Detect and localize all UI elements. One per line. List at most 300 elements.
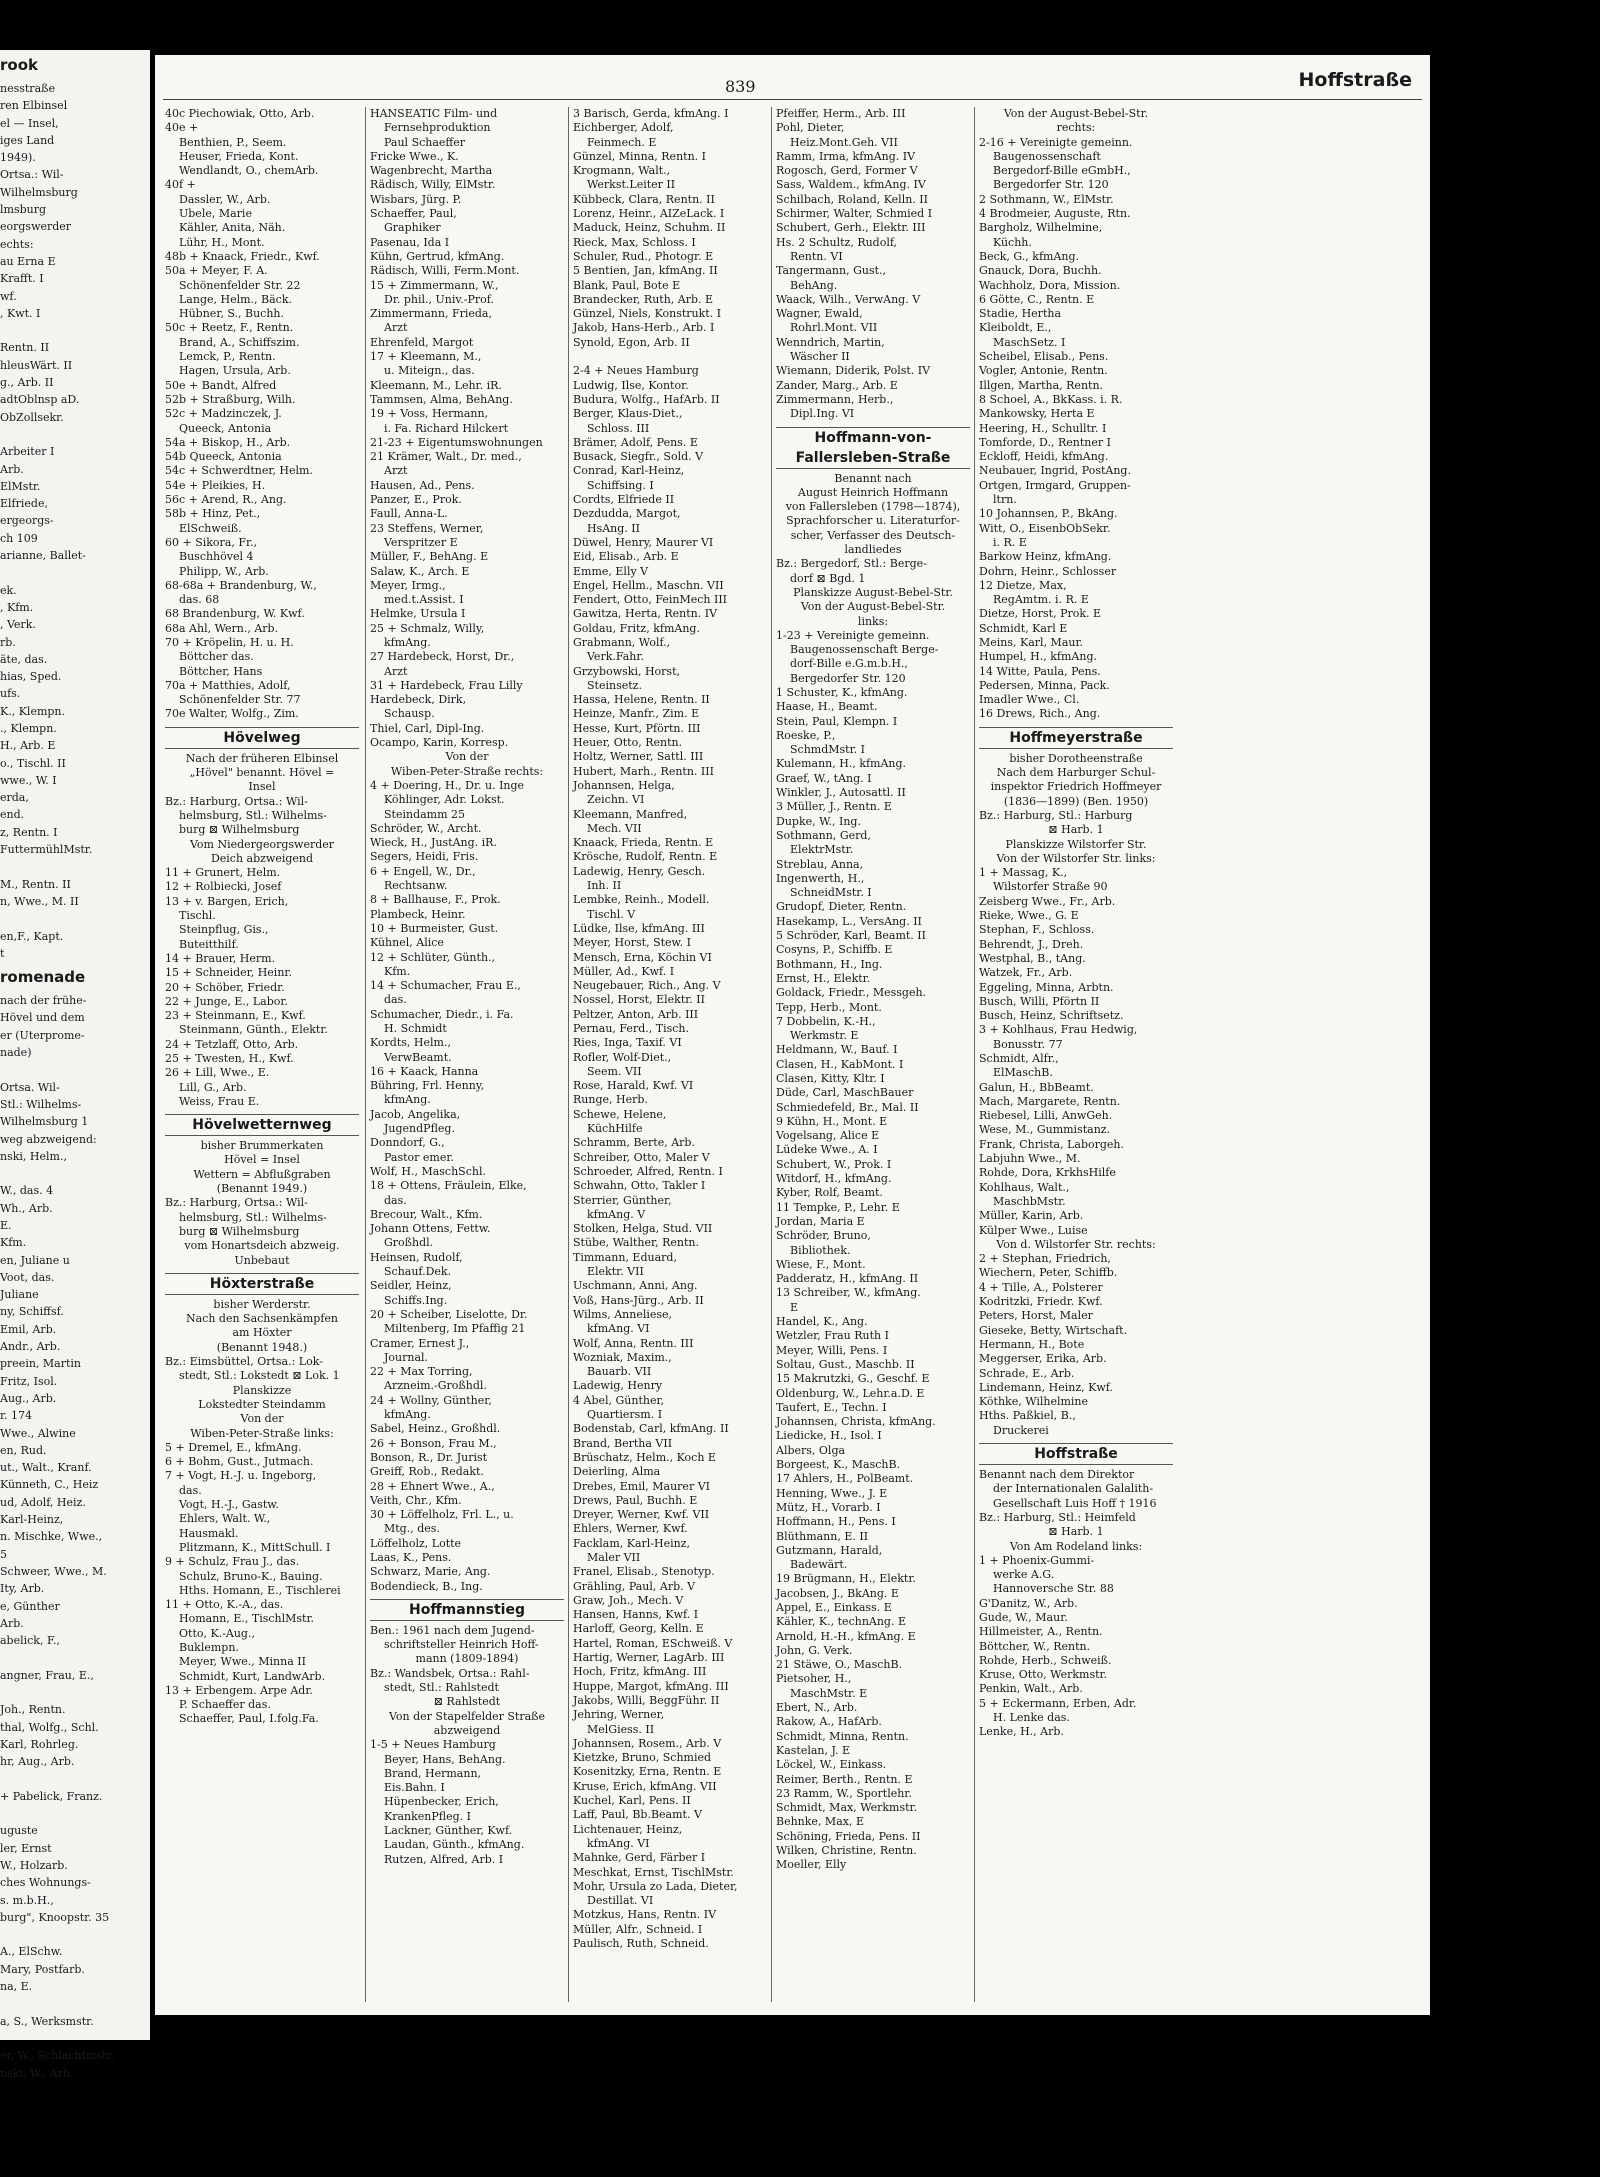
entry-line: der Internationalen Galalith-: [993, 1482, 1154, 1496]
entry-line: dorf ⊠ Bgd. 1: [790, 571, 866, 585]
entry-line: Schmidt, Kurt, LandwArb.: [179, 1669, 326, 1683]
entry-line: Barkow Heinz, kfmAng.: [979, 550, 1112, 564]
entry-line: Labjuhn Wwe., M.: [979, 1152, 1081, 1166]
entry-line: Wh., Arb.: [0, 1201, 53, 1215]
entry-line: Wiese, F., Mont.: [776, 1257, 866, 1271]
entry-line: vom Honartsdeich abzweig.: [184, 1239, 340, 1253]
entry-line: Jordan, Maria E: [776, 1214, 865, 1228]
entry-line: Blank, Paul, Bote E: [573, 278, 681, 292]
entry-line: Heuser, Frieda, Kont.: [179, 149, 299, 163]
entry-line: Dassler, W., Arb.: [179, 192, 271, 206]
entry-line: das.: [384, 1193, 407, 1207]
entry-line: Rohrl.Mont. VII: [790, 321, 878, 335]
entry-line: Wagenbrecht, Martha: [370, 164, 493, 178]
entry-line: ler, Ernst: [0, 1841, 52, 1855]
entry-line: Kruse, Erich, kfmAng. VII: [573, 1779, 717, 1793]
entry-line: Schmidt, Minna, Rentn.: [776, 1729, 909, 1743]
entry-line: , Verk.: [0, 618, 36, 632]
entry-line: ElMstr.: [0, 479, 41, 493]
entry-line: RegAmtm. i. R. E: [993, 593, 1089, 607]
entry-line: 27 Hardebeck, Horst, Dr.,: [370, 650, 515, 664]
entry-line: Dezdudda, Margot,: [573, 507, 681, 521]
entry-line: Watzek, Fr., Arb.: [979, 966, 1073, 980]
entry-line: i. Fa. Richard Hilckert: [384, 421, 508, 435]
entry-line: Brand, Hermann,: [384, 1766, 482, 1780]
entry-line: Düwel, Henry, Maurer VI: [573, 535, 714, 549]
entry-line: Böttcher, W., Rentn.: [979, 1639, 1091, 1653]
entry-line: er (Uterprome-: [0, 1028, 85, 1042]
entry-line: Behnke, Max, E: [776, 1815, 864, 1829]
entry-line: Bergedorfer Str. 120: [790, 671, 906, 685]
entry-line: Bargholz, Wilhelmine,: [979, 221, 1103, 235]
entry-line: Bergedorfer Str. 120: [993, 178, 1109, 192]
entry-line: Buschhövel 4: [179, 550, 254, 564]
entry-line: Wolf, Anna, Rentn. III: [573, 1336, 694, 1350]
column-divider: [568, 107, 569, 2002]
entry-line: Eis.Bahn. I: [384, 1781, 445, 1795]
entry-line: 2 Sothmann, W., ElMstr.: [979, 192, 1114, 206]
entry-line: helmsburg, Stl.: Wilhelms-: [179, 808, 327, 822]
entry-line: Graphiker: [384, 221, 441, 235]
entry-line: kfmAng.: [384, 1093, 431, 1107]
entry-line: [0, 2030, 150, 2047]
entry-line: Ity, Arb.: [0, 1582, 45, 1596]
entry-line: VerwBeamt.: [384, 1050, 452, 1064]
entry-line: [0, 1771, 150, 1788]
entry-line: Lackner, Günther, Kwf.: [384, 1824, 513, 1838]
entry-line: Dupke, W., Ing.: [776, 814, 861, 828]
entry-line: Liedicke, H., Isol. I: [776, 1429, 882, 1443]
entry-line: Lühr, H., Mont.: [179, 235, 265, 249]
entry-line: ltrn.: [993, 493, 1017, 507]
entry-line: Witdorf, H., kfmAng.: [776, 1172, 892, 1186]
entry-line: Scheibel, Elisab., Pens.: [979, 350, 1109, 364]
entry-line: Ebert, N., Arb.: [776, 1701, 858, 1715]
entry-line: Nach der früheren Elbinsel: [185, 751, 339, 765]
entry-line: 70a + Matthies, Adolf,: [165, 678, 291, 692]
entry-line: Kübbeck, Clara, Rentn. II: [573, 192, 715, 206]
entry-line: Riebesel, Lilli, AnwGeh.: [979, 1109, 1113, 1123]
entry-line: 68 Brandenburg, W. Kwf.: [165, 607, 305, 621]
entry-line: 6 + Bohm, Gust., Jutmach.: [165, 1455, 314, 1469]
entry-line: Hassa, Helene, Rentn. II: [573, 693, 710, 707]
entry-line: hleusWärt. II: [0, 358, 73, 372]
entry-line: Arb.: [0, 1616, 24, 1630]
entry-line: thal, Wolfg., Schl.: [0, 1720, 99, 1734]
entry-line: Schauf.Dek.: [384, 1265, 452, 1279]
entry-line: Kyber, Rolf, Beamt.: [776, 1186, 883, 1200]
entry-line: Zimmermann, Frieda,: [370, 307, 492, 321]
entry-line: 40e +: [165, 121, 199, 135]
street-heading: Hoffmann-von-Fallersleben-Straße: [776, 427, 970, 469]
entry-line: Andr., Arb.: [0, 1340, 61, 1354]
entry-line: Donndorf, G.,: [370, 1136, 445, 1150]
column-4: [776, 107, 970, 1873]
entry-line: Nach den Sachsenkämpfen: [186, 1312, 338, 1326]
entry-line: nski, W., Arb.: [0, 2066, 74, 2080]
entry-line: Rädisch, Willy, ElMstr.: [370, 178, 496, 192]
entry-line: ElSchweiß.: [179, 521, 242, 535]
entry-line: Zeichn. VI: [587, 793, 645, 807]
entry-line: Neubauer, Ingrid, PostAng.: [979, 464, 1131, 478]
entry-line: Wilken, Christine, Rentn.: [776, 1844, 917, 1858]
entry-line: Hövel und dem: [0, 1011, 85, 1025]
entry-line: Padderatz, H., kfmAng. II: [776, 1272, 919, 1286]
entry-line: Schirmer, Walter, Schmied I: [776, 207, 933, 221]
entry-line: Ludwig, Ilse, Kontor.: [573, 378, 689, 392]
entry-line: Mohr, Ursula zo Lada, Dieter,: [573, 1879, 738, 1893]
entry-line: Schweer, Wwe., M.: [0, 1564, 107, 1578]
entry-line: Heering, H., Schulltr. I: [979, 421, 1107, 435]
entry-line: Jacobsen, J., BkAng. E: [776, 1586, 899, 1600]
entry-line: Schröder, W., Archt.: [370, 821, 482, 835]
entry-line: Peltzer, Anton, Arb. III: [573, 1007, 699, 1021]
entry-line: Schroeder, Alfred, Rentn. I: [573, 1164, 723, 1178]
street-heading: Höxterstraße: [165, 1273, 359, 1295]
street-heading: Hoffmannstieg: [370, 1599, 564, 1621]
entry-line: Eichberger, Adolf,: [573, 121, 674, 135]
entry-line: Fritz, Isol.: [0, 1374, 58, 1388]
entry-line: ⊠ Rahlstedt: [433, 1695, 501, 1709]
entry-line: Segers, Heidi, Fris.: [370, 850, 479, 864]
entry-line: Kordts, Helm.,: [370, 1036, 451, 1050]
entry-line: HsAng. II: [587, 521, 640, 535]
entry-line: SchneidMstr. I: [790, 886, 872, 900]
entry-line: Mach, Margarete, Rentn.: [979, 1094, 1121, 1108]
entry-line: Druckerei: [993, 1423, 1049, 1437]
entry-line: Müller, Alfr., Schneid. I: [573, 1922, 703, 1936]
entry-line: Steinpflug, Gis.,: [179, 923, 269, 937]
entry-line: 22 + Max Torring,: [370, 1365, 473, 1379]
entry-line: 60 + Sikora, Fr.,: [165, 535, 258, 549]
entry-line: (Benannt 1948.): [216, 1340, 308, 1354]
entry-line: Hs. 2 Schultz, Rudolf,: [776, 235, 898, 249]
entry-line: 3 + Kohlhaus, Frau Hedwig,: [979, 1023, 1138, 1037]
entry-line: „Hövel" benannt. Hövel =: [189, 766, 335, 780]
entry-line: Müller, F., BehAng. E: [370, 550, 489, 564]
entry-line: kfmAng.: [384, 1408, 431, 1422]
entry-line: Stolken, Helga, Stud. VII: [573, 1222, 713, 1236]
entry-line: i. R. E: [993, 535, 1027, 549]
entry-line: Tomforde, D., Rentner I: [979, 435, 1111, 449]
entry-line: 25 + Twesten, H., Kwf.: [165, 1052, 294, 1065]
street-heading: Hövelweg: [165, 727, 359, 749]
entry-line: Nach dem Harburger Schul-: [996, 766, 1156, 780]
entry-line: Insel: [248, 780, 276, 794]
entry-line: angner, Frau, E.,: [0, 1668, 94, 1682]
entry-line: Fricke Wwe., K.: [370, 149, 459, 163]
entry-line: Düde, Carl, MaschBauer: [776, 1086, 914, 1100]
entry-line: Benannt nach: [834, 471, 912, 485]
entry-line: en,F., Kapt.: [0, 929, 64, 943]
entry-line: scher, Verfasser des Deutsch-: [790, 528, 956, 542]
entry-line: Verk.Fahr.: [587, 650, 644, 664]
entry-line: Hausmakl.: [179, 1526, 239, 1540]
entry-line: Gnauck, Dora, Buchh.: [979, 264, 1102, 278]
entry-line: Steindamm 25: [384, 807, 466, 821]
entry-line: Schaeffer, Paul,: [370, 207, 457, 221]
entry-line: stedt, Stl.: Lokstedt ⊠ Lok. 1: [179, 1369, 340, 1383]
entry-line: Kleemann, M., Lehr. iR.: [370, 378, 502, 392]
entry-line: Heinsen, Rudolf,: [370, 1250, 463, 1264]
entry-line: Berger, Klaus-Diet.,: [573, 407, 683, 421]
entry-line: Beck, G., kfmAng.: [979, 249, 1080, 263]
column-3: [573, 107, 767, 1951]
entry-line: Gutzmann, Harald,: [776, 1543, 883, 1557]
entry-line: Graw, Joh., Mech. V: [573, 1593, 684, 1607]
entry-line: stedt, Stl.: Rahlstedt: [384, 1681, 499, 1695]
entry-line: Hübner, S., Buchh.: [179, 307, 284, 321]
entry-line: Arzt: [384, 464, 408, 478]
entry-line: burg ⊠ Wilhelmsburg: [179, 1224, 300, 1238]
entry-line: Seidler, Heinz,: [370, 1279, 452, 1293]
entry-line: Otto, K.-Aug.,: [179, 1626, 255, 1640]
entry-line: + Pabelick, Franz.: [0, 1789, 103, 1803]
entry-line: Kühn, Gertrud, kfmAng.: [370, 249, 505, 263]
entry-line: Zeisberg Wwe., Fr., Arb.: [979, 894, 1116, 908]
entry-line: links:: [857, 614, 889, 628]
entry-line: Conrad, Karl-Heinz,: [573, 464, 685, 478]
entry-line: en, Rud.: [0, 1443, 47, 1457]
entry-line: Ortsa. Wil-: [0, 1080, 60, 1094]
entry-line: hias, Sped.: [0, 670, 62, 684]
entry-line: Bz.: Harburg, Stl.: Harburg: [979, 808, 1133, 822]
entry-line: med.t.Assist. I: [384, 593, 464, 607]
entry-line: Tepp, Herb., Mont.: [776, 1000, 882, 1014]
entry-line: Wozniak, Maxim.,: [573, 1350, 672, 1364]
entry-line: 22 + Junge, E., Labor.: [165, 994, 288, 1008]
entry-line: Kfm.: [0, 1236, 27, 1250]
entry-line: lmsburg: [0, 203, 47, 217]
entry-line: Günzel, Minna, Rentn. I: [573, 149, 706, 163]
entry-line: Johannsen, Helga,: [573, 778, 675, 792]
entry-line: Meyer, Horst, Stew. I: [573, 936, 691, 950]
entry-line: Rogosch, Gerd, Former V: [776, 164, 918, 178]
entry-line: Kleiboldt, E.,: [979, 321, 1052, 335]
entry-line: Arzt: [384, 321, 408, 335]
entry-line: 5: [0, 1547, 7, 1561]
entry-line: Handel, K., Ang.: [776, 1315, 868, 1329]
entry-line: Schulz, Bruno-K., Bauing.: [179, 1569, 323, 1583]
entry-line: Wagner, Ewald,: [776, 307, 863, 321]
entry-line: Vom Niedergeorgswerder: [189, 837, 335, 851]
entry-line: Ben.: 1961 nach dem Jugend-: [370, 1623, 535, 1637]
entry-line: Bz.: Wandsbek, Ortsa.: Rahl-: [370, 1666, 530, 1680]
entry-line: Schramm, Berte, Arb.: [573, 1136, 695, 1150]
entry-line: am Höxter: [232, 1326, 292, 1340]
entry-line: bisher Werderstr.: [213, 1297, 311, 1311]
entry-line: Waack, Wilh., VerwAng. V: [776, 292, 921, 306]
entry-line: Westphal, B., tAng.: [979, 951, 1086, 965]
entry-line: 54e + Pleikies, H.: [165, 478, 266, 492]
entry-line: Dipl.Ing. VI: [790, 407, 855, 421]
entry-line: 1949).: [0, 151, 36, 165]
entry-line: Bonusstr. 77: [993, 1037, 1063, 1051]
entry-line: A., ElSchw.: [0, 1945, 63, 1959]
entry-line: rechts:: [1056, 121, 1096, 135]
entry-line: Emme, Elly V: [573, 564, 649, 578]
entry-line: Haase, H., Beamt.: [776, 700, 878, 714]
entry-line: r. 174: [0, 1409, 33, 1423]
entry-line: Wolf, H., MaschSchl.: [370, 1164, 486, 1178]
entry-line: [0, 1926, 150, 1943]
entry-line: nach der frühe-: [0, 994, 87, 1008]
entry-line: Elfriede,: [0, 497, 48, 511]
entry-line: Wilhelmsburg: [0, 185, 78, 199]
entry-line: 23 + Steinmann, E., Kwf.: [165, 1009, 306, 1023]
entry-line: Borgeest, K., MaschB.: [776, 1458, 901, 1472]
entry-line: Grähling, Paul, Arb. V: [573, 1579, 696, 1593]
entry-line: Harloff, Georg, Kelln. E: [573, 1622, 704, 1636]
entry-line: rb.: [0, 635, 16, 649]
entry-line: 14 Witte, Paula, Pens.: [979, 664, 1101, 678]
entry-line: 7 Dobbelin, K.-H.,: [776, 1014, 876, 1028]
entry-line: Zimmermann, Herb.,: [776, 392, 894, 406]
entry-line: Taufert, E., Techn. I: [776, 1400, 887, 1414]
entry-line: Appel, E., Einkass. E: [776, 1600, 892, 1614]
entry-line: Schmidt, Karl E: [979, 621, 1068, 635]
entry-line: Ladewig, Henry, Gesch.: [573, 864, 706, 878]
entry-line: 11 + Grunert, Helm.: [165, 866, 281, 880]
entry-line: 40c Piechowiak, Otto, Arb.: [165, 107, 315, 120]
entry-line: W., Holzarb.: [0, 1858, 68, 1872]
entry-line: Beyer, Hans, BehAng.: [384, 1752, 506, 1766]
entry-line: Schreiber, Otto, Maler V: [573, 1150, 710, 1164]
entry-line: Bonson, R., Dr. Jurist: [370, 1450, 488, 1464]
entry-line: Vogelsang, Alice E: [776, 1129, 880, 1143]
entry-line: Lembke, Reinh., Modell.: [573, 893, 710, 907]
entry-line: Bz.: Harburg, Stl.: Heimfeld: [979, 1510, 1136, 1524]
entry-line: Ries, Inga, Taxif. VI: [573, 1036, 682, 1050]
entry-line: Von der: [445, 750, 489, 764]
entry-line: 11 + Otto, K.-A., das.: [165, 1598, 284, 1612]
entry-line: 19 Brügmann, H., Elektr.: [776, 1572, 916, 1586]
entry-line: Dreyer, Werner, Kwf. VII: [573, 1508, 710, 1522]
column-divider: [771, 107, 772, 2002]
entry-line: Schiffsing. I: [587, 478, 654, 492]
entry-line: 3 Barisch, Gerda, kfmAng. I: [573, 107, 729, 120]
facing-page-fragment: [0, 50, 150, 2080]
entry-line: Eggeling, Minna, Arbtn.: [979, 980, 1114, 994]
entry-line: Kohlhaus, Walt.,: [979, 1180, 1070, 1194]
entry-line: 1 + Massag, K.,: [979, 866, 1068, 880]
entry-line: erda,: [0, 791, 29, 805]
entry-line: Rieke, Wwe., G. E: [979, 909, 1079, 923]
entry-line: Mankowsky, Herta E: [979, 407, 1095, 421]
entry-line: Mech. VII: [587, 821, 642, 835]
entry-line: [573, 350, 767, 364]
entry-line: das.: [384, 993, 407, 1007]
entry-line: hr, Aug., Arb.: [0, 1755, 75, 1769]
entry-line: Franel, Elisab., Stenotyp.: [573, 1565, 715, 1579]
entry-line: wwe., W. I: [0, 773, 57, 787]
entry-line: Busch, Willi, Pförtn II: [979, 994, 1100, 1008]
entry-line: Graef, W., tAng. I: [776, 771, 872, 785]
entry-line: 15 Makrutzki, G., Geschf. E: [776, 1372, 930, 1386]
entry-line: E.: [0, 1219, 12, 1232]
entry-line: ObZollsekr.: [0, 410, 64, 424]
entry-line: Gesellschaft Luis Hoff † 1916: [993, 1496, 1157, 1510]
entry-line: Von der: [240, 1412, 284, 1426]
entry-line: Joh., Rentn.: [0, 1703, 66, 1717]
entry-line: Wendlandt, O., chemArb.: [179, 164, 319, 178]
entry-line: n. Mischke, Wwe.,: [0, 1530, 103, 1544]
entry-line: Johannsen, Rosem., Arb. V: [573, 1736, 722, 1750]
entry-line: 12 Dietze, Max,: [979, 578, 1067, 592]
entry-line: Von d. Wilstorfer Str. rechts:: [996, 1237, 1156, 1251]
entry-line: M., Rentn. II: [0, 877, 71, 891]
entry-line: Wwe., Alwine: [0, 1426, 76, 1440]
entry-line: Hths. Homann, E., Tischlerei: [179, 1583, 341, 1597]
entry-line: 25 + Schmalz, Willy,: [370, 621, 485, 635]
entry-line: Bauarb. VII: [587, 1365, 652, 1379]
entry-line: Pfeiffer, Herm., Arb. III: [776, 107, 906, 120]
entry-line: ut., Walt., Kranf.: [0, 1461, 92, 1475]
entry-line: Ortsa.: Wil-: [0, 168, 64, 182]
entry-line: 12 + Schlüter, Günth.,: [370, 950, 496, 964]
entry-line: 40f +: [165, 178, 196, 192]
entry-line: [0, 564, 150, 581]
entry-line: Schröder, Bruno,: [776, 1229, 871, 1243]
entry-line: Synold, Egon, Arb. II: [573, 335, 690, 349]
entry-line: Arnold, H.-H., kfmAng. E: [776, 1629, 916, 1643]
entry-line: , Kwt. I: [0, 306, 41, 320]
entry-line: Schewe, Helene,: [573, 1107, 667, 1121]
entry-line: Kähler, K., technAng. E: [776, 1615, 906, 1629]
entry-line: Bodendieck, B., Ing.: [370, 1579, 483, 1593]
entry-line: Hartig, Werner, LagArb. III: [573, 1651, 725, 1665]
entry-line: Paulisch, Ruth, Schneid.: [573, 1937, 709, 1950]
entry-line: iges Land: [0, 133, 55, 147]
entry-line: [0, 910, 150, 927]
entry-line: Clasen, H., KabMont. I: [776, 1057, 904, 1071]
entry-line: Pedersen, Minna, Pack.: [979, 678, 1110, 692]
entry-line: Knaack, Frieda, Rentn. E: [573, 836, 714, 850]
column-2: [370, 107, 564, 1867]
entry-line: Rädisch, Willi, Ferm.Mont.: [370, 264, 520, 278]
entry-line: Meyer, Irmg.,: [370, 578, 446, 592]
entry-line: 24 + Wollny, Günther,: [370, 1393, 492, 1407]
entry-line: n, Wwe., M. II: [0, 894, 79, 908]
entry-line: Ubele, Marie: [179, 207, 252, 221]
entry-line: 70 + Kröpelin, H. u. H.: [165, 635, 294, 649]
entry-line: Meggerser, Erika, Arb.: [979, 1352, 1107, 1366]
entry-line: H., Arb. E: [0, 739, 56, 753]
entry-line: Wiben-Peter-Straße links:: [190, 1426, 334, 1440]
entry-line: Planskizze: [232, 1383, 292, 1397]
entry-line: Krafft. I: [0, 272, 44, 286]
entry-line: von Fallersleben (1798—1874),: [785, 500, 961, 514]
entry-line: Mary, Postfarb.: [0, 1962, 85, 1976]
entry-line: Benannt nach dem Direktor: [979, 1468, 1135, 1482]
entry-line: Baugenossenschaft Berge-: [790, 643, 939, 657]
entry-line: Humpel, H., kfmAng.: [979, 650, 1097, 664]
entry-line: Inh. II: [587, 879, 622, 893]
entry-line: kfmAng. VI: [587, 1322, 650, 1336]
entry-line: 21 Krämer, Walt., Dr. med.,: [370, 450, 522, 464]
entry-line: Dohrn, Heinr., Schlosser: [979, 564, 1117, 578]
entry-line: Schwahn, Otto, Takler I: [573, 1179, 706, 1193]
entry-line: Ramm, Irma, kfmAng. IV: [776, 149, 916, 163]
entry-line: Frank, Christa, Laborgeh.: [979, 1137, 1125, 1151]
entry-line: wf.: [0, 289, 17, 303]
entry-line: Lichtenauer, Heinz,: [573, 1822, 683, 1836]
entry-line: ⊠ Harb. 1: [1048, 1525, 1104, 1539]
entry-line: Journal.: [384, 1350, 429, 1364]
entry-line: 13 + Erbengem. Arpe Adr.: [165, 1683, 313, 1697]
entry-line: Heldmann, W., Bauf. I: [776, 1043, 898, 1057]
entry-line: Pastor emer.: [384, 1150, 454, 1164]
